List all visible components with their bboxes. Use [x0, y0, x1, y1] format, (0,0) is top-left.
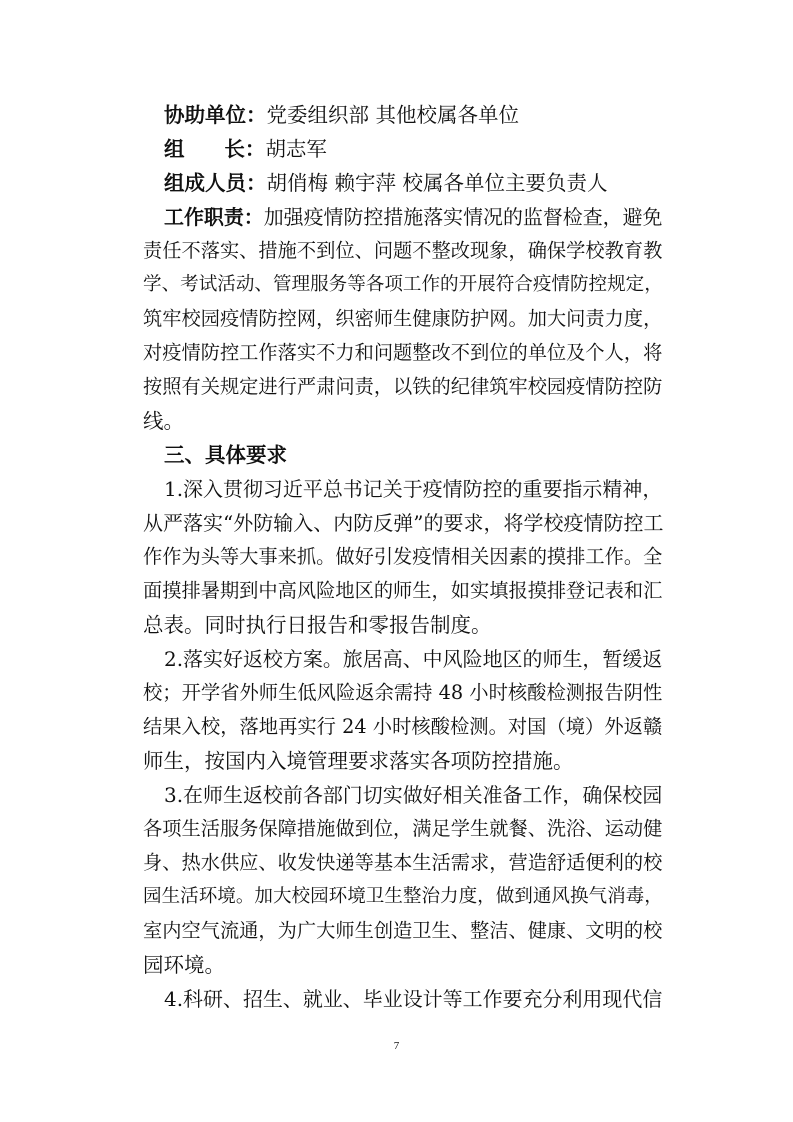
item-3-line: 园生活环境。加大校园环境卫生整治力度，做到通风换气消毒， — [143, 886, 663, 907]
item-1-line: 总表。同时执行日报告和零报告制度。 — [143, 613, 492, 637]
assist-units-value: 党委组织部 其他校属各单位 — [266, 103, 520, 127]
item-1-line: 从严落实“外防输入、内防反弹”的要求，将学校疫情防控工 — [143, 511, 664, 535]
item-3-line: 身、热水供应、收发快递等基本生活需求，营造舒适便利的校 — [143, 851, 663, 874]
item-2-line: 2.落实好返校方案。旅居高、中风险地区的师生，暂缓返 — [164, 647, 663, 671]
members-value: 胡俏梅 赖宇萍 校属各单位主要负责人 — [266, 171, 608, 195]
item-1-line: 1.深入贯彻习近平总书记关于疫情防控的重要指示精神， — [164, 477, 663, 501]
item-2-line: 校；开学省外师生低风险返余需持 48 小时核酸检测报告阴性 — [143, 681, 663, 704]
duties-first-line — [164, 202, 663, 232]
item-4-line: 4.科研、招生、就业、毕业设计等工作要充分利用现代信 — [164, 987, 663, 1011]
section-heading: 三、具体要求 — [164, 443, 287, 467]
item-2-line: 师生，按国内入境管理要求落实各项防控措施。 — [143, 749, 574, 773]
item-2-line: 结果入校，落地再实行 24 小时核酸检测。对国（境）外返赣 — [143, 715, 663, 738]
duties-label: 工作职责： — [164, 205, 264, 229]
members-label: 组成人员： — [164, 171, 267, 195]
item-3-line: 园环境。 — [143, 953, 225, 977]
duties-text: 加强疫情防控措施落实情况的监督检查，避免 — [263, 205, 663, 229]
item-3-line: 室内空气流通，为广大师生创造卫生、整洁、健康、文明的校 — [143, 919, 663, 942]
item-1-line: 面摸排暑期到中高风险地区的师生，如实填报摸排登记表和汇 — [143, 579, 663, 602]
leader-row — [164, 134, 663, 164]
item-3-line: 3.在师生返校前各部门切实做好相关准备工作，确保校园 — [164, 783, 663, 807]
duties-line: 按照有关规定进行严肃问责，以铁的纪律筑牢校园疫情防控防 — [143, 375, 663, 398]
item-3-line: 各项生活服务保障措施做到位，满足学生就餐、洗浴、运动健 — [143, 817, 663, 840]
duties-line: 责任不落实、措施不到位、问题不整改现象，确保学校教育教 — [143, 239, 663, 262]
duties-line: 学、考试活动、管理服务等各项工作的开展符合疫情防控规定， — [143, 274, 663, 295]
item-1-line: 作作为头等大事来抓。做好引发疫情相关因素的摸排工作。全 — [143, 545, 663, 568]
page-number: 7 — [393, 1040, 400, 1052]
assist-units-row — [164, 100, 663, 130]
leader-label: 组 长： — [164, 137, 266, 161]
assist-units-label: 协助单位： — [164, 103, 267, 127]
duties-line: 对疫情防控工作落实不力和问题整改不到位的单位及个人，将 — [143, 341, 663, 364]
leader-value: 胡志军 — [265, 137, 327, 161]
members-row — [164, 168, 663, 198]
duties-line: 线。 — [143, 409, 184, 433]
duties-line: 筑牢校园疫情防控网，织密师生健康防护网。加大问责力度， — [143, 307, 663, 330]
